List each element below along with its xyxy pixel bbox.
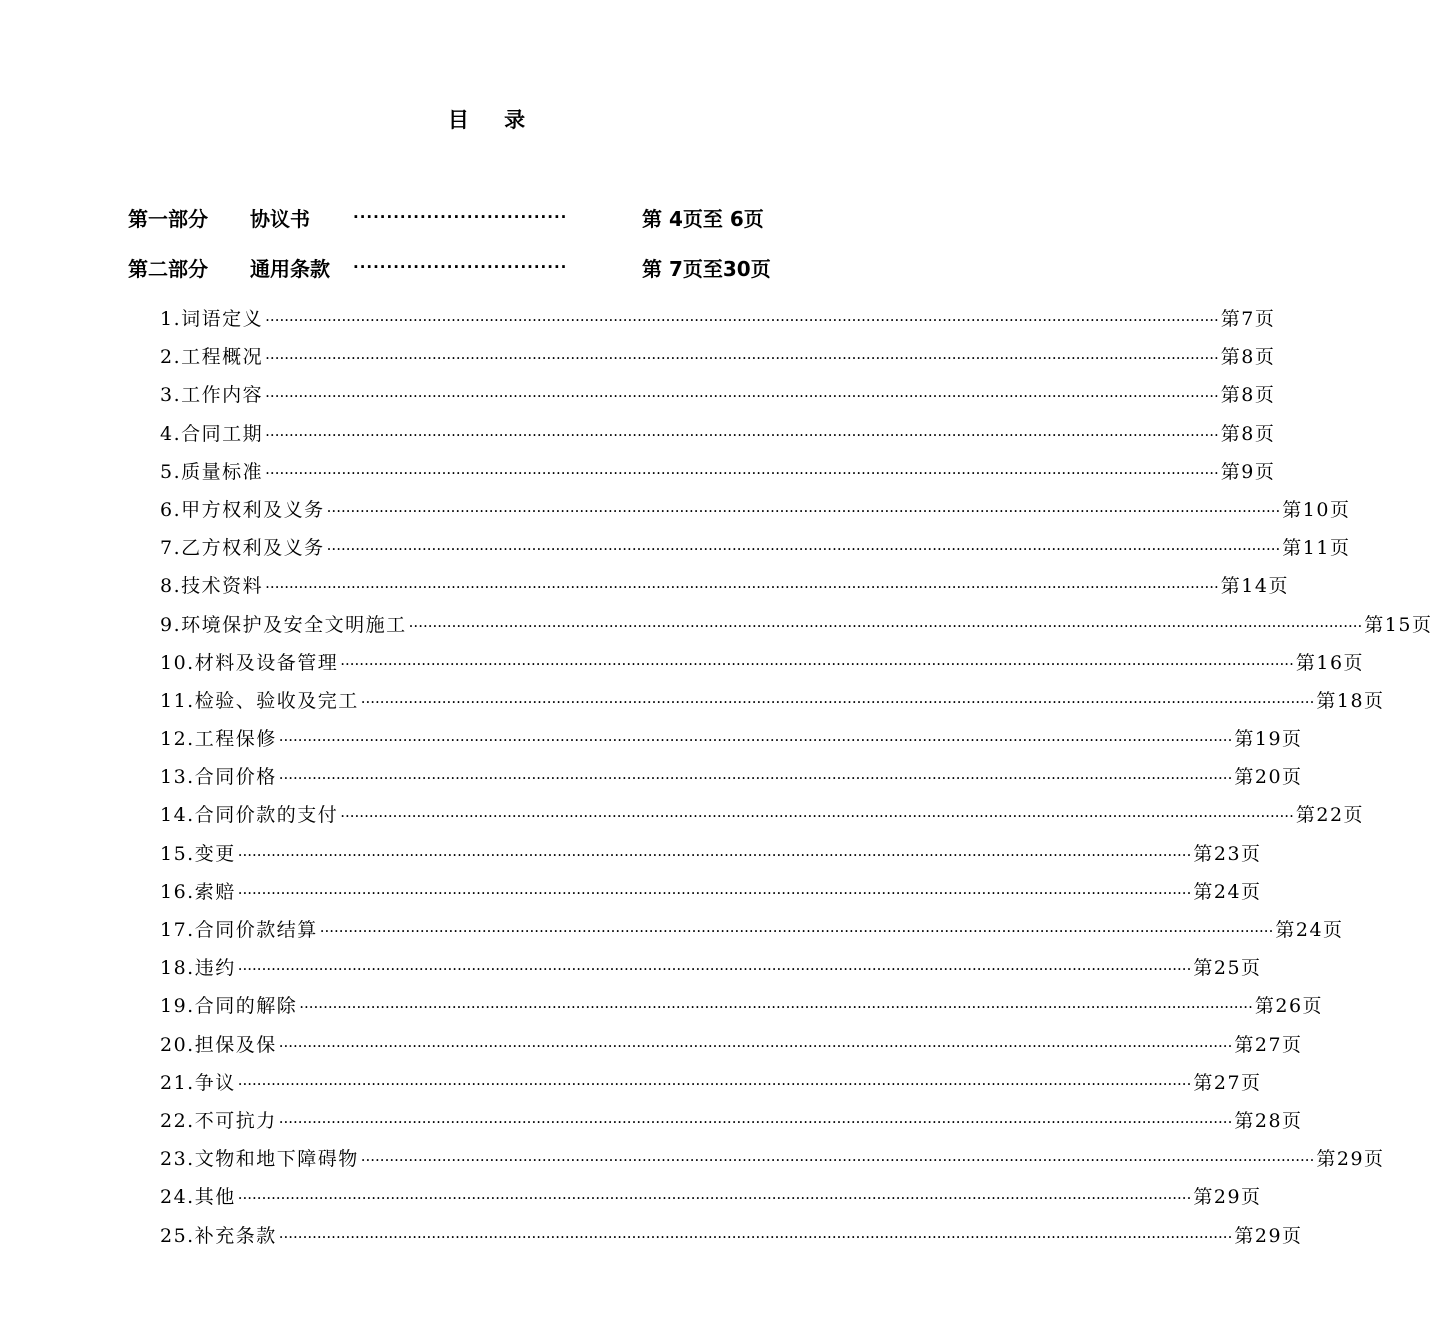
toc-item-content [160, 1026, 1303, 1065]
part-row-general-terms[interactable] [128, 251, 771, 283]
toc-item-number: 14. [160, 804, 195, 827]
toc-item-number: 16. [160, 880, 195, 903]
toc-item-content [160, 987, 1324, 1026]
dot-leader: ········································································································································································································ [265, 578, 1219, 597]
page-title: 目 录 [447, 108, 540, 132]
toc-item-title: 工作内容 [181, 384, 264, 407]
toc-item-page: 第19页 [1234, 728, 1303, 751]
toc-item-number: 12. [160, 728, 195, 751]
dot-leader: ········································································································································································································ [237, 883, 1192, 902]
dot-leader: ········································································································································································································ [237, 845, 1192, 864]
toc-item-content [160, 644, 1365, 683]
toc-item-page: 第27页 [1193, 1071, 1262, 1094]
toc-item-content [160, 911, 1344, 950]
dot-leader: ········································································································································································································ [265, 349, 1219, 368]
toc-item-content [160, 1178, 1262, 1217]
dot-leader: ········································································································································································································ [326, 540, 1281, 559]
toc-item-title: 担保及保 [194, 1033, 277, 1056]
toc-item-title: 词语定义 [181, 308, 264, 330]
toc-item-title: 乙方权利及义务 [181, 537, 325, 560]
toc-item[interactable] [160, 300, 1276, 338]
toc-item[interactable] [160, 415, 1276, 453]
toc-item-content [160, 300, 1276, 339]
toc-item-page: 第29页 [1234, 1224, 1303, 1247]
toc-item-content [160, 1102, 1303, 1141]
toc-item-content [160, 567, 1289, 606]
toc-item-page: 第24页 [1193, 880, 1262, 903]
toc-item-title: 工程概况 [181, 346, 264, 369]
toc-item-title: 文物和地下障碍物 [194, 1148, 359, 1171]
dot-leader: ········································································································································································································ [408, 616, 1363, 635]
toc-item-number: 15. [160, 842, 195, 865]
toc-item-title: 变更 [194, 842, 236, 865]
toc-item-page: 第8页 [1220, 422, 1276, 445]
toc-item-title: 合同价格 [194, 766, 277, 789]
toc-item-number: 8. [160, 575, 182, 598]
toc-item-page: 第20页 [1234, 766, 1303, 789]
toc-item[interactable] [160, 758, 1303, 796]
toc-item-number: 2. [160, 346, 182, 369]
toc-item-content [160, 1217, 1303, 1256]
toc-item[interactable] [160, 1140, 1385, 1178]
toc-item-content [160, 529, 1351, 568]
toc-item-title: 合同工期 [181, 422, 264, 445]
toc-item-number: 21. [160, 1071, 195, 1094]
toc-item-number: 11. [160, 689, 195, 712]
toc-item-content [160, 720, 1303, 759]
dot-leader: ········································································································································································································ [326, 501, 1281, 520]
toc-item-content [160, 376, 1276, 415]
dot-leader: ········································································································································································································ [360, 692, 1315, 711]
dot-leader: ········································································································································································································ [299, 998, 1253, 1017]
toc-item-title: 合同价款结算 [194, 919, 318, 941]
toc-item[interactable] [160, 1102, 1303, 1140]
toc-item-title: 不可抗力 [194, 1109, 277, 1132]
dot-leader: ········································································································································································································ [360, 1151, 1315, 1170]
toc-item-content [160, 491, 1351, 530]
toc-item-content [160, 873, 1262, 912]
toc-item-title: 其他 [194, 1186, 236, 1209]
dot-leader: ········································································································································································································ [278, 1227, 1233, 1246]
toc-item-page: 第28页 [1234, 1109, 1303, 1132]
toc-item-page: 第26页 [1254, 995, 1324, 1018]
toc-item-title: 环境保护及安全文明施工 [181, 613, 407, 636]
toc-item-number: 18. [160, 957, 195, 980]
dot-leader: ········································································································································································································ [319, 922, 1274, 940]
toc-item-title: 合同价款的支付 [194, 804, 339, 827]
toc-item-content [160, 835, 1262, 874]
toc-item-title: 争议 [194, 1071, 236, 1094]
toc-item[interactable] [160, 796, 1365, 834]
part-row-agreement[interactable] [128, 201, 764, 233]
toc-item-page: 第10页 [1282, 498, 1351, 521]
toc-item-number: 1. [160, 308, 182, 330]
dot-leader: ········································································································································································································ [265, 311, 1219, 329]
toc-item[interactable] [160, 1178, 1262, 1216]
toc-item-number: 7. [160, 537, 182, 560]
toc-item[interactable] [160, 529, 1351, 567]
part-label: 第二部分 [128, 256, 208, 281]
toc-item-title: 工程保修 [194, 728, 277, 751]
toc-item-number: 23. [160, 1148, 195, 1171]
dot-leader: ········································································································································································································ [278, 1036, 1233, 1055]
toc-item-title: 索赔 [194, 880, 236, 903]
toc-item-number: 9. [160, 613, 182, 636]
toc-item-number: 5. [160, 460, 182, 483]
dot-leader: ········································································································································································································ [278, 731, 1233, 750]
toc-item[interactable] [160, 644, 1365, 682]
toc-item-content [160, 796, 1365, 835]
toc-item-title: 技术资料 [181, 575, 264, 598]
toc-item-page: 第18页 [1316, 689, 1385, 712]
toc-item-title: 质量标准 [181, 460, 264, 483]
dot-leader: ································ [353, 208, 568, 226]
toc-item-page: 第8页 [1220, 384, 1276, 407]
toc-item[interactable] [160, 567, 1289, 605]
dot-leader: ········································································································································································································ [265, 387, 1219, 406]
part-name: 通用条款 [250, 256, 330, 281]
toc-item[interactable] [160, 338, 1276, 376]
toc-item-content [160, 1064, 1262, 1103]
toc-item-page: 第29页 [1193, 1186, 1262, 1209]
toc-item-title: 甲方权利及义务 [181, 498, 325, 521]
toc-item-number: 3. [160, 384, 182, 407]
toc-item-page: 第15页 [1364, 613, 1432, 636]
toc-item-number: 20. [160, 1033, 195, 1056]
toc-item[interactable] [160, 453, 1276, 491]
toc-item[interactable] [160, 1217, 1303, 1255]
dot-leader: ········································································································································································································ [265, 463, 1219, 482]
toc-item-page: 第24页 [1275, 919, 1344, 941]
toc-item-page: 第29页 [1316, 1148, 1385, 1171]
toc-item-content [160, 606, 1432, 645]
toc-item-content [160, 682, 1385, 721]
toc-item-content [160, 338, 1276, 377]
dot-leader: ········································································································································································································ [340, 807, 1294, 826]
part-pages: 第 4页至 6页 [642, 206, 764, 231]
toc-item-title: 补充条款 [194, 1224, 277, 1247]
toc-item-page: 第7页 [1220, 308, 1276, 330]
toc-item-title: 违约 [194, 957, 236, 980]
toc-item[interactable] [160, 835, 1262, 873]
toc-item-content [160, 758, 1303, 797]
dot-leader: ········································································································································································································ [340, 654, 1294, 673]
toc-item-number: 25. [160, 1224, 195, 1247]
toc-item-page: 第9页 [1220, 460, 1276, 483]
toc-item[interactable] [160, 682, 1385, 720]
part-label: 第一部分 [128, 206, 208, 231]
toc-item-title: 材料及设备管理 [194, 651, 339, 674]
toc-item-title: 合同的解除 [194, 995, 298, 1018]
dot-leader: ········································································································································································································ [265, 425, 1219, 444]
dot-leader: ········································································································································································································ [237, 1074, 1192, 1093]
toc-item[interactable] [160, 911, 1344, 949]
toc-item[interactable] [160, 491, 1351, 529]
toc-item-number: 24. [160, 1186, 195, 1209]
toc-item-number: 22. [160, 1109, 195, 1132]
toc-item[interactable] [160, 1064, 1262, 1102]
dot-leader: ········································································································································································································ [237, 960, 1192, 979]
toc-item-page: 第22页 [1295, 804, 1365, 827]
toc-item-number: 6. [160, 498, 182, 521]
toc-item-page: 第11页 [1282, 537, 1351, 560]
toc-item-number: 10. [160, 651, 195, 674]
toc-item-page: 第14页 [1220, 575, 1289, 598]
toc-item-page: 第8页 [1220, 346, 1276, 369]
toc-item-number: 13. [160, 766, 195, 789]
toc-item[interactable] [160, 987, 1324, 1025]
toc-item[interactable] [160, 720, 1303, 758]
toc-list [160, 300, 1432, 1255]
toc-item-content [160, 453, 1276, 492]
toc-item-page: 第25页 [1193, 957, 1262, 980]
toc-item[interactable] [160, 1026, 1303, 1064]
toc-item-title: 检验、验收及完工 [194, 689, 359, 712]
dot-leader: ········································································································································································································ [278, 769, 1233, 788]
toc-item-content [160, 949, 1262, 988]
toc-item-page: 第23页 [1193, 842, 1262, 865]
dot-leader: ········································································································································································································ [278, 1112, 1233, 1131]
toc-item[interactable] [160, 873, 1262, 911]
toc-item-page: 第27页 [1234, 1033, 1303, 1056]
toc-item-number: 4. [160, 422, 182, 445]
toc-item-content [160, 1140, 1385, 1179]
part-pages: 第 7页至30页 [642, 256, 771, 281]
dot-leader: ········································································································································································································ [237, 1189, 1192, 1208]
toc-item[interactable] [160, 606, 1432, 644]
part-name: 协议书 [250, 206, 310, 231]
toc-item[interactable] [160, 376, 1276, 414]
toc-item-number: 17. [160, 919, 195, 941]
toc-item-number: 19. [160, 995, 195, 1018]
toc-item-content [160, 415, 1276, 454]
dot-leader: ································ [353, 258, 568, 276]
toc-item-page: 第16页 [1295, 651, 1365, 674]
toc-item[interactable] [160, 949, 1262, 987]
